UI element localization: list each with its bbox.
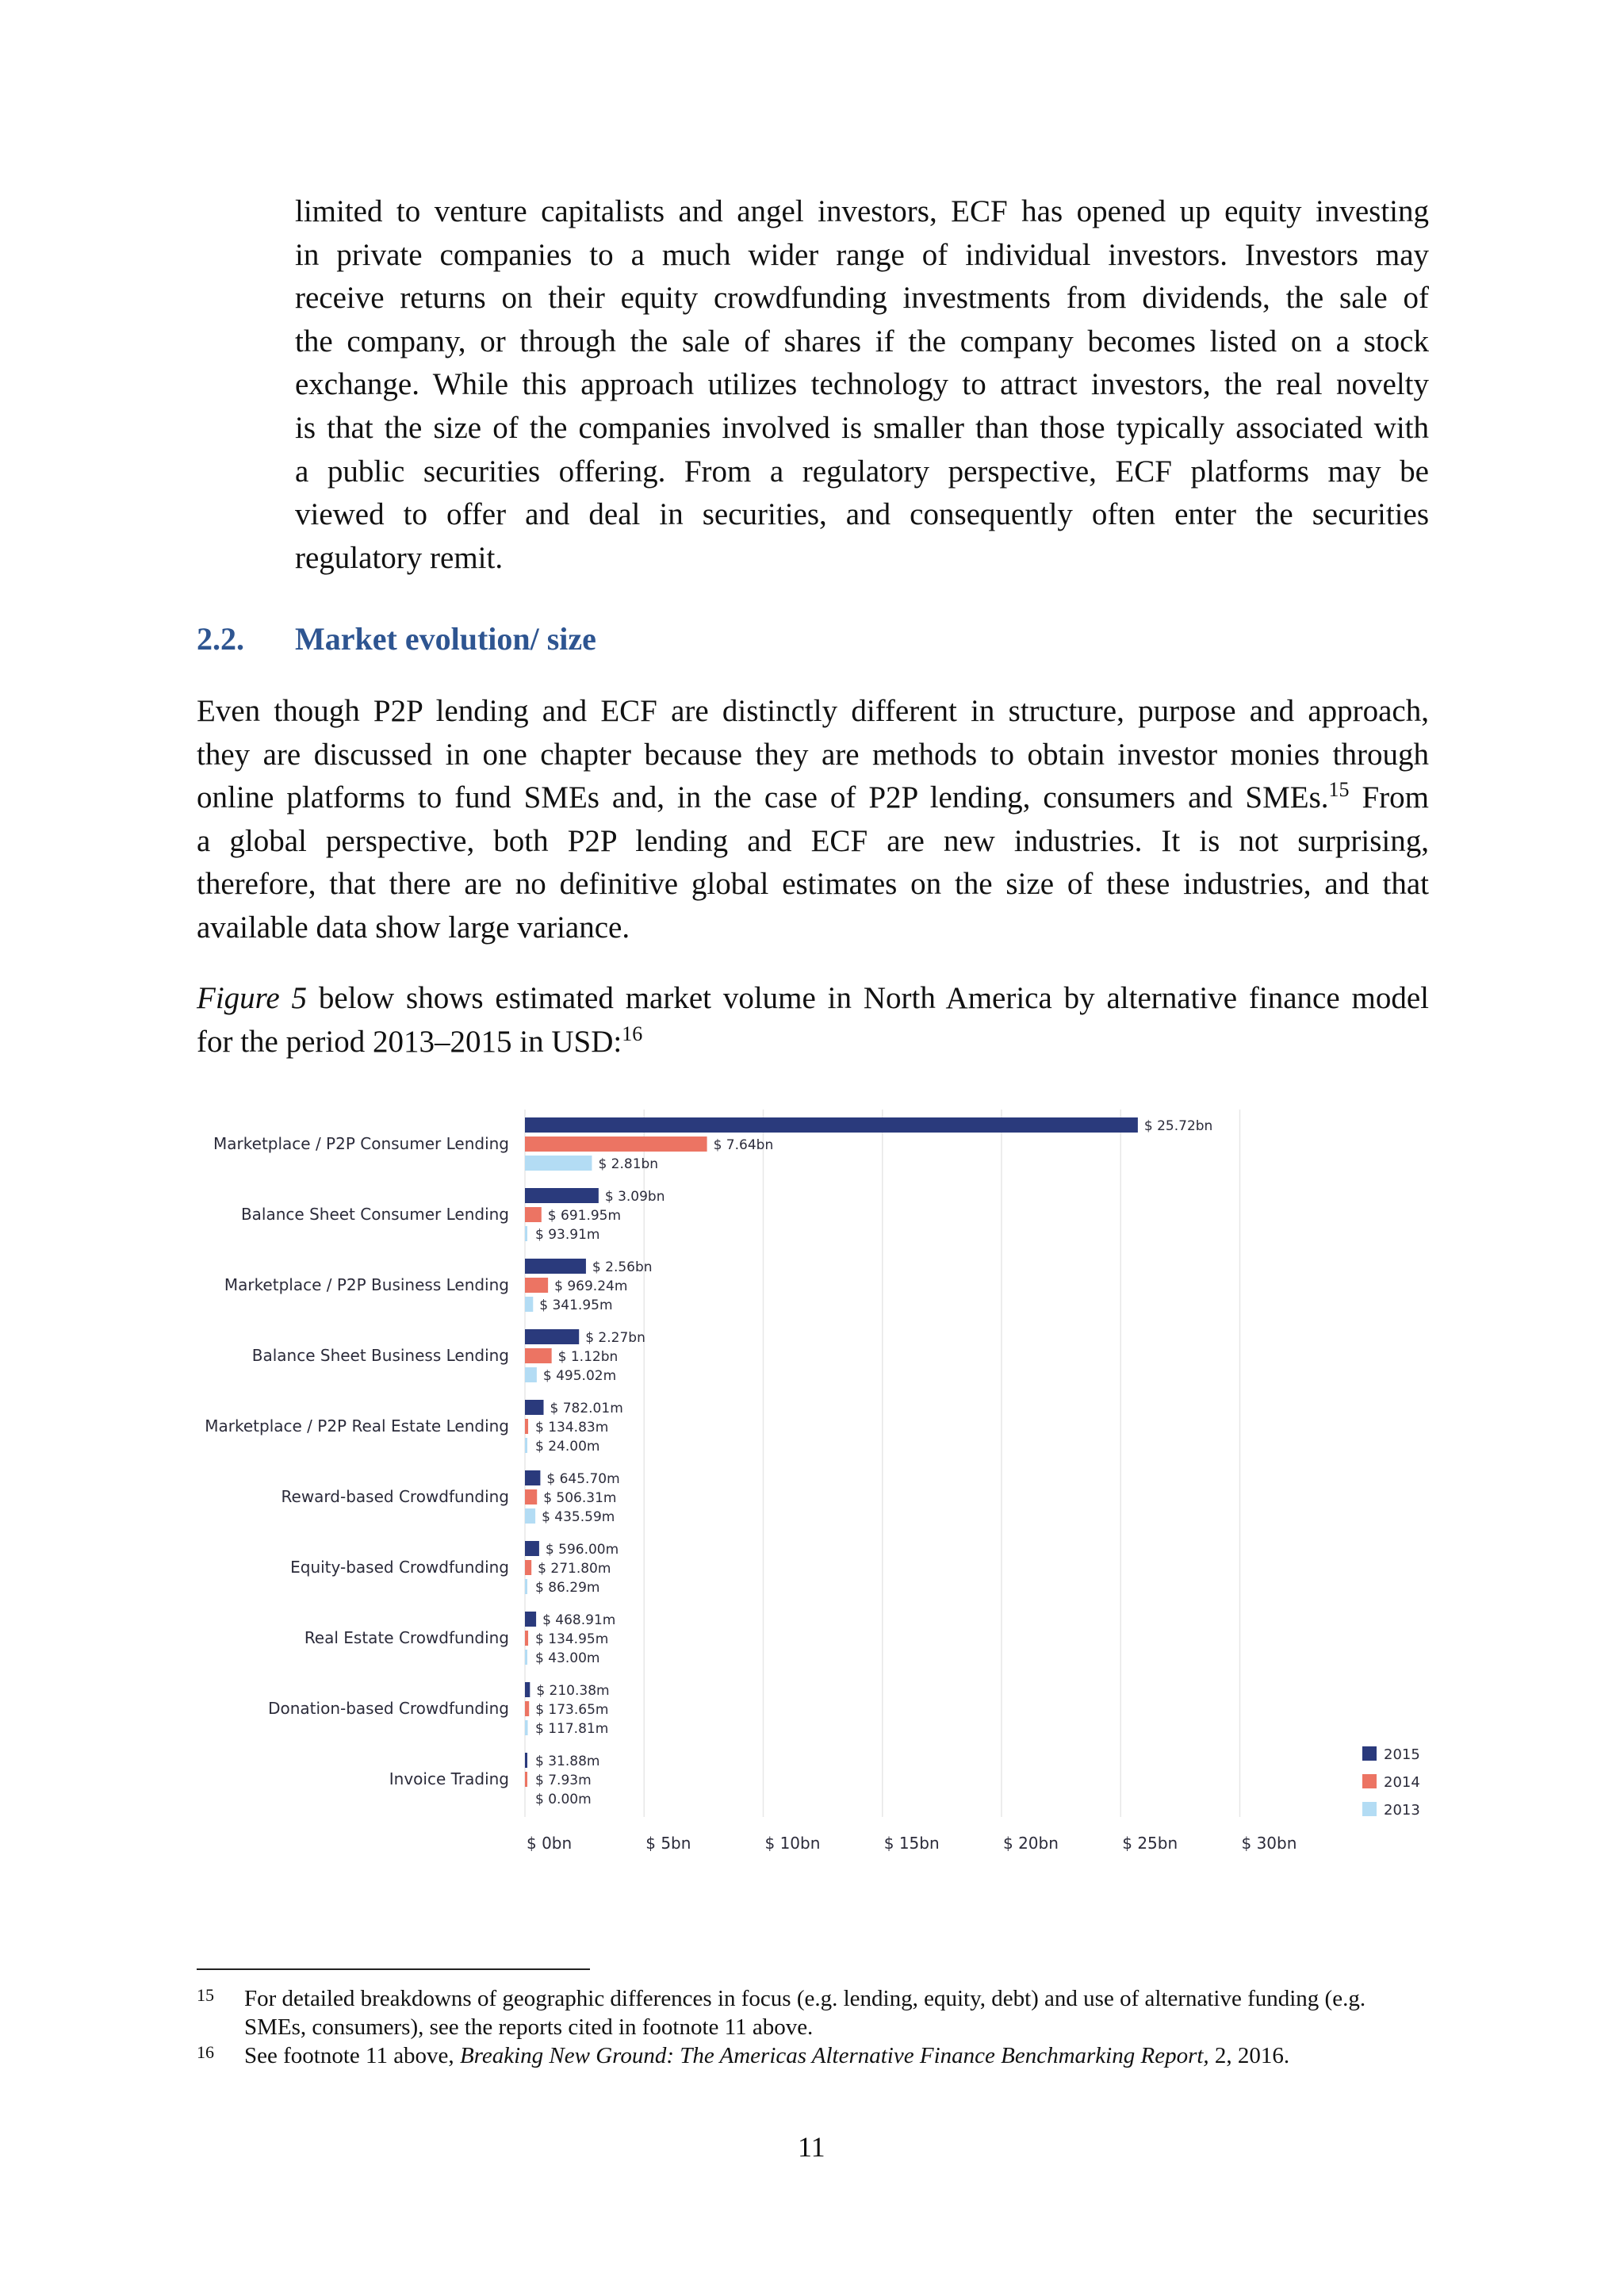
chart-legend [1362, 1746, 1420, 1819]
value-label: $ 2.81bn [598, 1156, 659, 1172]
chart-gridlines [525, 1110, 1240, 1817]
bar-2013-8 [525, 1720, 528, 1735]
paragraph-text: below shows estimated market volume in North America by alternative finance model [307, 981, 1429, 1015]
value-label: $ 43.00m [535, 1650, 600, 1666]
value-label: $ 117.81m [535, 1721, 609, 1737]
value-label: $ 2.56bn [592, 1259, 653, 1275]
intro-paragraph [295, 190, 1429, 580]
paragraph-line: viewed to offer and deal in securities, and consequently often enter the securities [295, 497, 1429, 532]
bar-2014-4 [525, 1419, 528, 1434]
footnote-separator [197, 1968, 590, 1970]
bar-2013-7 [525, 1650, 527, 1665]
value-label: $ 506.31m [543, 1490, 617, 1506]
value-label: $ 596.00m [545, 1542, 619, 1558]
paragraph-text: From [1349, 780, 1429, 815]
category-label: Balance Sheet Business Lending [251, 1346, 509, 1365]
x-tick-label: $ 5bn [645, 1834, 691, 1853]
chart-x-axis [527, 1834, 1297, 1853]
value-label: $ 782.01m [550, 1401, 623, 1416]
value-label: $ 468.91m [542, 1612, 616, 1628]
bar-2014-6 [525, 1560, 531, 1575]
paragraph-line: in private companies to a much wider range of individual investors. Investors may [295, 237, 1429, 272]
footnote-prefix: See footnote 11 above, [244, 2043, 460, 2068]
value-label: $ 691.95m [547, 1208, 622, 1224]
x-tick-label: $ 30bn [1241, 1834, 1297, 1853]
paragraph-text: online platforms to fund SMEs and, in the case of P2P lending, consumers and SMEs. [197, 780, 1329, 815]
bar-2014-3 [525, 1348, 552, 1363]
paragraph-line: available data show large variance. [197, 910, 630, 945]
value-label: $ 134.83m [535, 1420, 609, 1435]
bar-2015-7 [525, 1612, 536, 1627]
bar-2013-2 [525, 1297, 533, 1312]
paragraph-text: for the period 2013–2015 in USD: [197, 1024, 622, 1059]
value-label: $ 86.29m [535, 1580, 600, 1596]
bar-2014-5 [525, 1489, 537, 1504]
chart-category-labels [205, 1134, 509, 1788]
category-label: Marketplace / P2P Business Lending [224, 1275, 509, 1294]
value-label: $ 341.95m [539, 1297, 613, 1313]
paragraph-line: is that the size of the companies involved is smaller than those typically associated with [295, 410, 1429, 445]
value-label: $ 173.65m [535, 1702, 609, 1718]
value-label: $ 271.80m [538, 1561, 611, 1577]
paragraph-line [197, 776, 1429, 820]
legend-swatch-2014 [1362, 1774, 1377, 1788]
legend-label: 2015 [1384, 1746, 1420, 1763]
bar-2015-9 [525, 1753, 527, 1768]
bar-2013-0 [525, 1156, 592, 1171]
paragraph-line: regulatory remit. [295, 540, 504, 575]
category-label: Reward-based Crowdfunding [281, 1487, 509, 1506]
x-tick-label: $ 10bn [764, 1834, 821, 1853]
footnote-text [244, 2041, 1289, 2070]
paragraph-line: receive returns on their equity crowdfunding investments from dividends, the sale of [295, 281, 1429, 316]
bar-2015-2 [525, 1259, 586, 1274]
bar-2013-4 [525, 1438, 527, 1453]
category-label: Marketplace / P2P Consumer Lending [213, 1134, 509, 1153]
category-label: Real Estate Crowdfunding [304, 1628, 509, 1647]
value-label: $ 134.95m [535, 1631, 609, 1647]
category-label: Balance Sheet Consumer Lending [240, 1205, 509, 1224]
paragraph-line: therefore, that there are no definitive global estimates on the size of these industries, and that [197, 867, 1429, 902]
bar-2013-6 [525, 1579, 527, 1594]
legend-swatch-2015 [1362, 1746, 1377, 1761]
bar-2015-5 [525, 1470, 540, 1485]
bar-2014-9 [525, 1772, 527, 1787]
value-label: $ 31.88m [535, 1754, 600, 1769]
footnote-number: 15 [197, 1985, 214, 2005]
paragraph-line: a global perspective, both P2P lending and ECF are new industries. It is not surprising, [197, 823, 1429, 858]
section-number: 2.2. [197, 621, 244, 657]
value-label: $ 645.70m [546, 1471, 620, 1487]
category-label: Invoice Trading [389, 1769, 509, 1788]
footnote-15 [197, 1984, 1434, 2043]
paragraph-line [197, 1021, 1429, 1064]
x-tick-label: $ 15bn [883, 1834, 940, 1853]
bar-2013-3 [525, 1367, 537, 1382]
value-label: $ 969.24m [554, 1278, 628, 1294]
paragraph-line [197, 977, 1429, 1021]
bar-2015-4 [525, 1400, 543, 1415]
footnote-text: For detailed breakdowns of geographic differences in focus (e.g. lending, equity, debt) and use of alternative funding (e.g. [244, 1986, 1366, 2011]
legend-label: 2014 [1384, 1774, 1420, 1791]
category-label: Equity-based Crowdfunding [290, 1558, 509, 1577]
value-label: $ 24.00m [535, 1439, 600, 1455]
footnote-ref-15[interactable]: 15 [1328, 778, 1350, 802]
bar-2015-3 [525, 1329, 579, 1344]
paragraph-line: a public securities offering. From a regulatory perspective, ECF platforms may be [295, 454, 1429, 489]
value-label: $ 3.09bn [604, 1189, 665, 1205]
bar-2015-8 [525, 1682, 530, 1697]
bar-2014-1 [525, 1207, 542, 1222]
paragraph-line: they are discussed in one chapter because they are methods to obtain investor monies through [197, 737, 1429, 772]
value-label: $ 1.12bn [557, 1349, 619, 1365]
value-label: $ 2.27bn [585, 1330, 645, 1346]
x-tick-label: $ 0bn [527, 1834, 573, 1853]
footnote-16 [197, 2041, 1434, 2073]
value-label: $ 7.93m [535, 1773, 592, 1788]
figure-intro-paragraph [197, 977, 1429, 1064]
bar-2014-2 [525, 1278, 548, 1293]
market-volume-chart [197, 1098, 1434, 1876]
bar-2013-5 [525, 1508, 535, 1524]
legend-label: 2013 [1384, 1802, 1420, 1819]
bar-2015-0 [525, 1117, 1138, 1133]
bar-2015-6 [525, 1541, 539, 1556]
footnote-text: SMEs, consumers), see the reports cited in footnote 11 above. [244, 2014, 814, 2040]
bar-2013-1 [525, 1226, 527, 1241]
x-tick-label: $ 20bn [1003, 1834, 1059, 1853]
paragraph-line: limited to venture capitalists and angel investors, ECF has opened up equity investing [295, 194, 1429, 228]
value-label: $ 495.02m [542, 1368, 617, 1384]
bar-2014-8 [525, 1701, 529, 1716]
page-number: 11 [798, 2131, 825, 2163]
bar-2014-7 [525, 1631, 528, 1646]
footnote-number: 16 [197, 2042, 214, 2062]
bar-2015-1 [525, 1188, 599, 1203]
value-label: $ 210.38m [536, 1683, 610, 1699]
paragraph-line: exchange. While this approach utilizes technology to attract investors, the real novelty [295, 367, 1429, 402]
section-title: Market evolution/ size [295, 621, 596, 657]
value-label: $ 25.72bn [1143, 1118, 1213, 1134]
footnote-ref-16[interactable]: 16 [622, 1022, 643, 1045]
value-label: $ 93.91m [535, 1227, 600, 1243]
value-label: $ 435.59m [542, 1509, 615, 1525]
market-paragraph [197, 690, 1429, 950]
category-label: Marketplace / P2P Real Estate Lending [205, 1416, 509, 1435]
legend-swatch-2013 [1362, 1802, 1377, 1816]
paragraph-line: the company, or through the sale of shares if the company becomes listed on a stock [295, 324, 1429, 358]
figure-reference[interactable]: Figure 5 [197, 981, 308, 1015]
bar-2014-0 [525, 1137, 707, 1152]
value-label: $ 0.00m [535, 1792, 592, 1807]
report-title: Breaking New Ground: The Americas Alternative Finance Benchmarking Report, [459, 2043, 1209, 2068]
category-label: Donation-based Crowdfunding [268, 1699, 509, 1718]
x-tick-label: $ 25bn [1122, 1834, 1178, 1853]
paragraph-line: Even though P2P lending and ECF are distinctly different in structure, purpose and approach, [197, 694, 1429, 728]
value-label: $ 7.64bn [713, 1137, 774, 1153]
footnote-suffix: 2, 2016. [1208, 2043, 1290, 2068]
chart-value-labels [535, 1118, 1212, 1807]
